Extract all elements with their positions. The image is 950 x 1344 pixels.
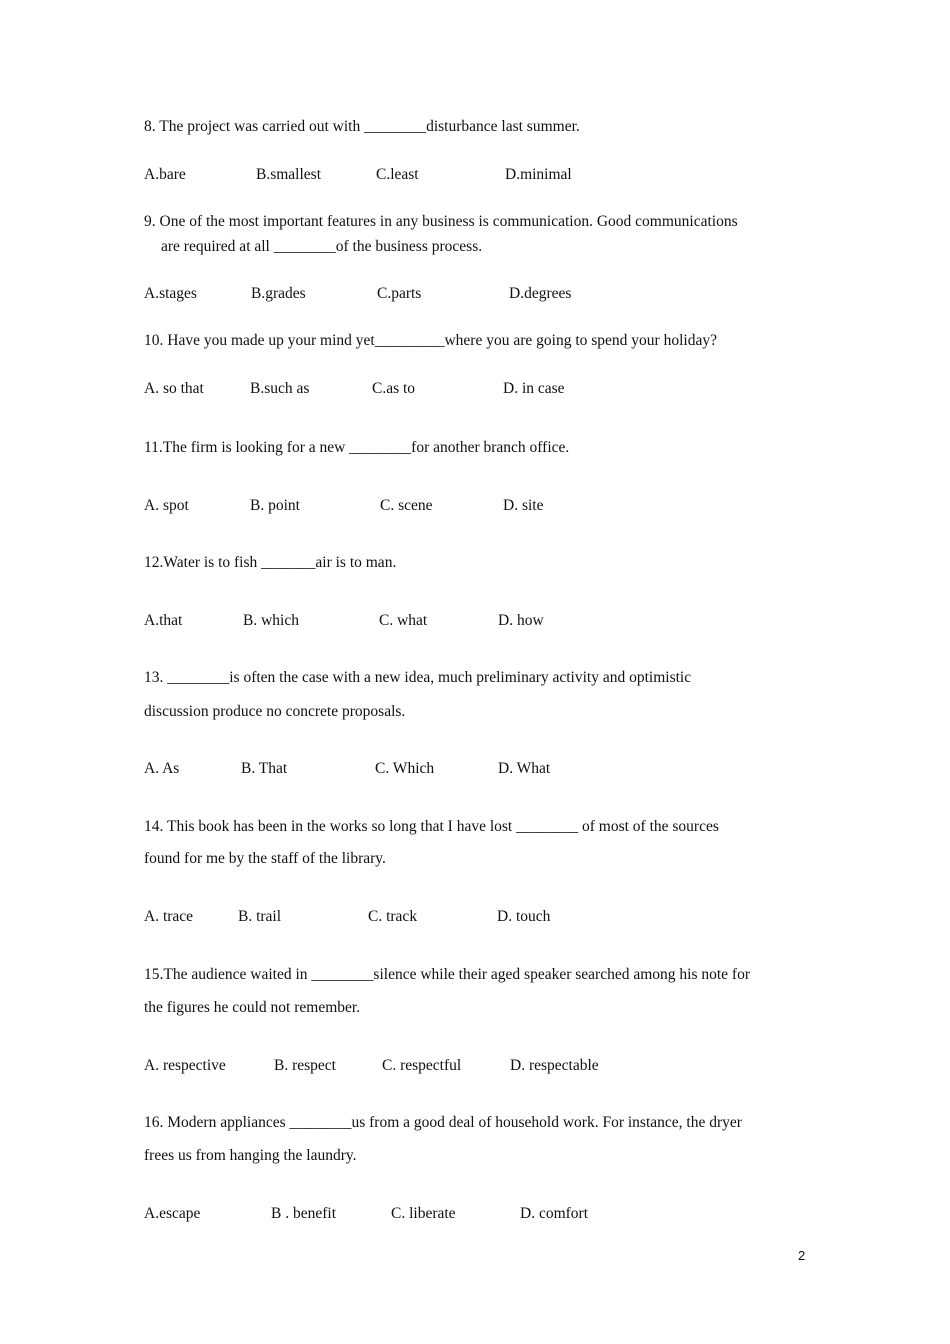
- question-9-text: 9. One of the most important features in any business is communication. Good communications: [144, 213, 738, 230]
- question-11-option-a: A. spot: [144, 497, 189, 514]
- question-13-text: 13. ________is often the case with a new idea, much preliminary activity and optimistic: [144, 669, 692, 686]
- question-16-text: 16. Modern appliances ________us from a good deal of household work. For instance, the dryer: [144, 1114, 742, 1131]
- question-12-text: 12.Water is to fish _______air is to man.: [144, 554, 397, 571]
- question-16-text-continued: frees us from hanging the laundry.: [144, 1147, 357, 1164]
- question-8-text: 8. The project was carried out with ________disturbance last summer.: [144, 118, 580, 135]
- question-15-option-c: C. respectful: [382, 1057, 462, 1074]
- question-15-option-a: A. respective: [144, 1057, 226, 1074]
- page-number: 2: [798, 1248, 806, 1263]
- question-10-option-a: A. so that: [144, 380, 204, 397]
- question-16-option-a: A.escape: [144, 1205, 201, 1222]
- question-12-option-c: C. what: [379, 612, 428, 629]
- question-14-text-continued: found for me by the staff of the library.: [144, 850, 386, 867]
- question-12-option-b: B. which: [243, 612, 299, 629]
- question-8-option-b: B.smallest: [256, 166, 322, 183]
- question-13-option-c: C. Which: [375, 760, 435, 777]
- question-15-text: 15.The audience waited in ________silence while their aged speaker searched among his note for: [144, 966, 751, 983]
- question-14-option-d: D. touch: [497, 908, 551, 925]
- question-10-text: 10. Have you made up your mind yet_________where you are going to spend your holiday?: [144, 332, 717, 349]
- question-12-option-a: A.that: [144, 612, 183, 629]
- question-8-option-c: C.least: [376, 166, 419, 183]
- question-15-option-b: B. respect: [274, 1057, 336, 1074]
- question-9-option-a: A.stages: [144, 285, 197, 302]
- question-14-text: 14. This book has been in the works so long that I have lost ________ of most of the sources: [144, 818, 719, 835]
- question-13-option-b: B. That: [241, 760, 288, 777]
- question-13-text-continued: discussion produce no concrete proposals.: [144, 703, 406, 720]
- question-10-option-c: C.as to: [372, 380, 416, 397]
- question-8-option-d: D.minimal: [505, 166, 572, 183]
- question-15-option-d: D. respectable: [510, 1057, 599, 1074]
- question-9-option-c: C.parts: [377, 285, 422, 302]
- question-10-option-b: B.such as: [250, 380, 310, 397]
- question-9-option-b: B.grades: [251, 285, 306, 302]
- question-13-option-d: D. What: [498, 760, 551, 777]
- question-16-option-d: D. comfort: [520, 1205, 589, 1222]
- question-9-option-d: D.degrees: [509, 285, 572, 302]
- question-14-option-c: C. track: [368, 908, 418, 925]
- question-12-option-d: D. how: [498, 612, 544, 629]
- question-11-option-b: B. point: [250, 497, 300, 514]
- question-10-option-d: D. in case: [503, 380, 565, 397]
- question-11-option-c: C. scene: [380, 497, 433, 514]
- question-8-option-a: A.bare: [144, 166, 186, 183]
- question-14-option-b: B. trail: [238, 908, 282, 925]
- question-9-text-continued: are required at all ________of the business process.: [161, 238, 483, 255]
- question-14-option-a: A. trace: [144, 908, 194, 925]
- question-15-text-continued: the figures he could not remember.: [144, 999, 361, 1016]
- question-13-option-a: A. As: [144, 760, 180, 777]
- question-16-option-b: B . benefit: [271, 1205, 336, 1222]
- question-11-option-d: D. site: [503, 497, 544, 514]
- question-16-option-c: C. liberate: [391, 1205, 456, 1222]
- question-11-text: 11.The firm is looking for a new ________for another branch office.: [144, 439, 570, 456]
